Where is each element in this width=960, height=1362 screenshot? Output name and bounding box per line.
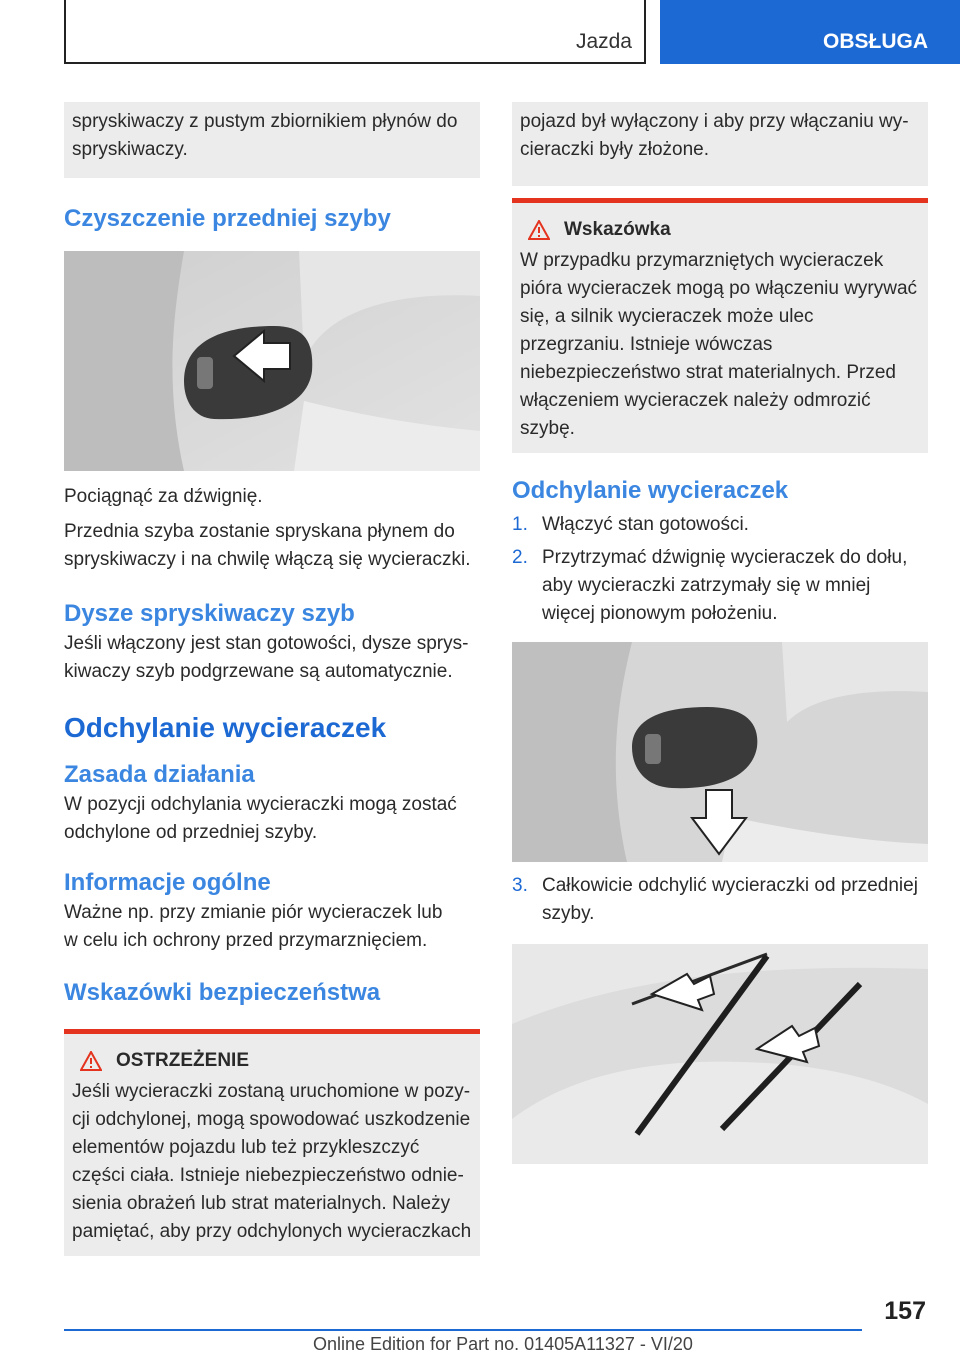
step-number: 3.	[512, 875, 528, 896]
heading-washer-nozzles: Dysze spryskiwaczy szyb	[64, 600, 355, 627]
warning-title-row	[72, 1050, 472, 1072]
header-frame	[64, 0, 646, 64]
warning-box	[64, 1029, 480, 1256]
heading-principle: Zasada działania	[64, 761, 255, 788]
list-item	[512, 511, 928, 539]
steps-list-a	[512, 511, 928, 628]
note-box	[512, 198, 928, 453]
lever-down-graphic	[512, 642, 928, 862]
right-column	[512, 102, 928, 1164]
illustration-wiper-lever-down	[512, 642, 928, 862]
warning-triangle-icon	[80, 1051, 102, 1071]
lever-pull-graphic	[64, 251, 480, 471]
left-column	[64, 102, 480, 1256]
step-number: 2.	[512, 547, 528, 568]
instruction-pull-lever: Pociągnąć za dźwignię.	[64, 486, 263, 507]
text-washer-nozzles: Jeśli włączony jest stan gotowości, dysze spryskiwaczy szyb podgrzewane są automatycznie.	[64, 633, 469, 682]
note-title: Wskazówka	[564, 219, 671, 240]
step-text: Całkowicie odchylić wycieraczki od przedniej szyby.	[542, 875, 918, 924]
illustration-wiper-lever-pull	[64, 251, 480, 471]
continued-note-box	[512, 102, 928, 186]
step-text: Przytrzymać dźwignię wycieraczek do dołu, aby wycieraczki zatrzymały się w mniej więcej pionowym położeniu.	[542, 547, 908, 624]
wipers-folded-graphic	[512, 944, 928, 1164]
warning-title: OSTRZEŻENIE	[116, 1050, 250, 1071]
note-title-row	[520, 219, 920, 241]
header-chapter-tab[interactable]: OBSŁUGA	[660, 0, 960, 64]
step-text: Włączyć stan gotowości.	[542, 514, 749, 535]
text-general-info-2: w celu ich ochrony przed przymarznięciem.	[64, 930, 428, 951]
warning-text: Jeśli wycieraczki zostaną uruchomione w pozycji odchylonej, mogą spowodować uszkodzenie elementów pojazdu lub też przykleszczyć części ciała. Istnieje niebezpieczeństwo odniesienia obrażeń lub strat materialnych. Należy pamiętać, aby przy odchylonych wycieraczkach	[72, 1081, 472, 1242]
footer-edition: Online Edition for Part no. 01405A11327 - VI/20	[313, 1334, 693, 1354]
continued-note-text: pojazd był wyłączony i aby przy włączaniu wycieraczki były złożone.	[520, 111, 909, 160]
continued-warning-box	[64, 102, 480, 178]
heading-wiper-fold-out: Odchylanie wycieraczek	[64, 712, 387, 743]
step-number: 1.	[512, 514, 528, 535]
instruction-spray-result: Przednia szyba zostanie spryskana płynem do spryskiwaczy i na chwilę włączą się wycieraczki.	[64, 521, 471, 570]
heading-fold-out-steps: Odchylanie wycieraczek	[512, 477, 789, 504]
illustration-wipers-folded	[512, 944, 928, 1164]
continued-warning-text: spryskiwaczy z pustym zbiornikiem płynów do spryskiwaczy.	[72, 111, 458, 160]
warning-triangle-icon	[528, 220, 550, 240]
list-item	[512, 872, 928, 928]
text-principle: W pozycji odchylania wycieraczki mogą zostać odchylone od przedniej szyby.	[64, 794, 457, 843]
text-general-info-1: Ważne np. przy zmianie piór wycieraczek lub	[64, 902, 443, 923]
heading-general-info: Informacje ogólne	[64, 869, 271, 896]
heading-safety: Wskazówki bezpieczeństwa	[64, 979, 381, 1006]
header-section-title: Jazda	[575, 30, 632, 53]
page-number: 157	[884, 1297, 926, 1325]
steps-list-b	[512, 872, 928, 928]
heading-clean-windshield: Czyszczenie przedniej szyby	[64, 205, 391, 232]
footer-divider	[64, 1329, 862, 1331]
list-item	[512, 544, 928, 628]
note-text: W przypadku przymarzniętych wycieraczek pióra wycieraczek mogą po włączeniu wyrywać się, a silnik wycieraczek może ulec przegrzaniu. Istnieje wówczas niebezpieczeństwo strat materialnych. Przed włączeniem wycieraczek należy odmrozić szybę.	[520, 250, 918, 439]
